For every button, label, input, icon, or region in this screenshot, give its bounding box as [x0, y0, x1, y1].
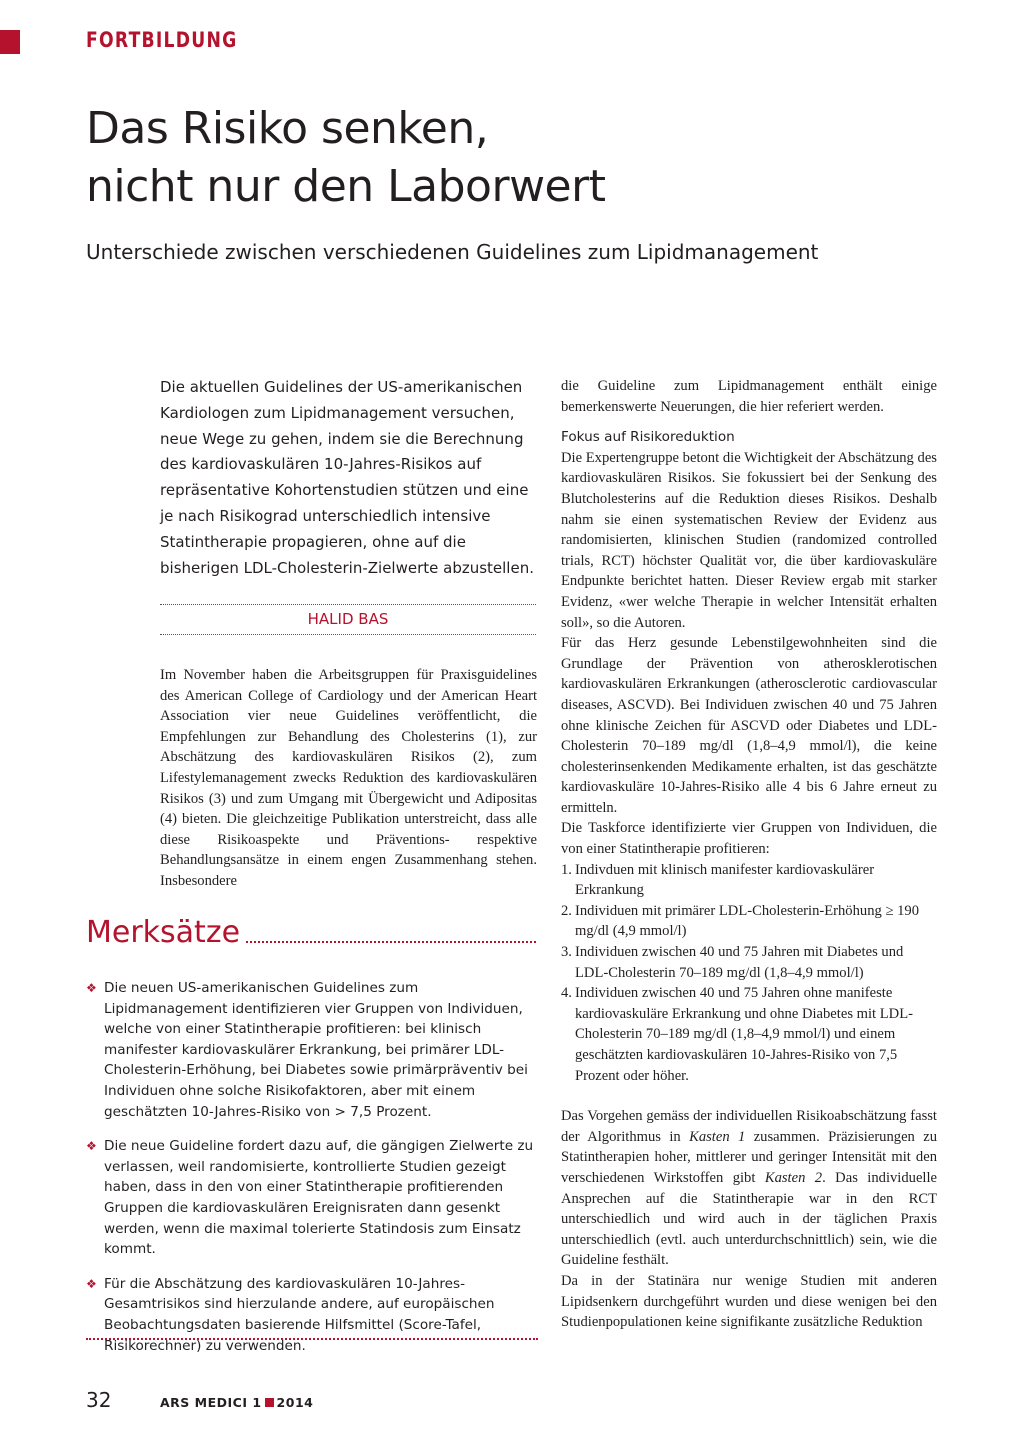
left-body-paragraph: Im November haben die Arbeitsgruppen für Praxisguidelines des American College of Cardiology und der American Heart Association vier neue Guidelines veröffentlicht, die Empfehlungen zur Behandlung des Cholesterins (1), zur Abschätzung des kardiovaskulären Risikos (2), zum Lifestylemanagement zwecks Reduktion des kardiovaskulären Risikos (3) und zum Umgang mit Übergewicht und Adipositas (4) bieten. Die gleichzeitige Publikation unterstreicht, dass alle diese Risikoaspekte und Präventions- respektive Behandlungsansätze in einem engen Zusammenhang stehen. Insbesondere	[160, 667, 537, 889]
kasten-1-ref: Kasten 1	[689, 1128, 746, 1145]
merksaetze-heading-rule	[246, 941, 536, 943]
square-separator-icon	[265, 1398, 274, 1407]
section-marker	[0, 30, 20, 54]
statin-group-item: 4. Individuen zwischen 40 und 75 Jahren ohne manifeste kardiovaskuläre Erkrankung und ohne Diabetes mit LDL-Cholesterin 70–189 mg/dl (1,8–4,9 mmol/l) und einem geschätzten kardiovaskulären 10-Jahres-Risiko von 7,5 Prozent oder höher.	[561, 985, 913, 1084]
merksatz-text: Die neuen US-amerikanischen Guidelines zum Lipidmanagement identifizieren vier Gruppen von Individuen, welche von einer Statintherapie profitieren: bei klinisch manifester kardiovaskulärer Erkrankung, bei primärer LDL-Cholesterin-Erhöhung, bei Diabetes sowie primärpräventiv bei Individuen ohne solche Risikofaktoren, aber mit einem geschätzten 10-Jahres-Risiko von > 7,5 Prozent.	[104, 980, 528, 1120]
diamond-bullet-icon: ❖	[86, 1139, 97, 1154]
right-paragraph-2: Für das Herz gesunde Lebenstilgewohnheiten sind die Grundlage der Prävention von atherosklerotischen kardiovaskulären Erkrankungen (atherosclerotic cardiovascular diseases, ASCVD). Bei Individuen zwischen 40 und 75 Jahren ohne klinische Zeichen für ASCVD oder Diabetes und LDL-Cholesterin 70–189 mg/dl (1,8–4,9 mmol/l), die keine cholesterinsenkenden Medikamente erhalten, ist das geschätzte kardiovaskuläre 10-Jahres-Risiko alle 4 bis 6 Jahre erneut zu ermitteln.	[561, 635, 937, 816]
page-number: 32	[86, 1388, 112, 1412]
subheading-risikoreduktion: Fokus auf Risikoreduktion	[561, 429, 735, 446]
merksatz-text: Für die Abschätzung des kardiovaskulären 10-Jahres-Gesamtrisikos sind hierzulande andere, auf europäischen Beobachtungsdaten basierende Hilfsmittel (Score-Tafel, Risikorechner) zu verwenden.	[104, 1275, 495, 1354]
journal-footer	[160, 1395, 313, 1410]
statin-group-item: 2. Individuen mit primärer LDL-Cholesterin-Erhöhung ≥ 190 mg/dl (4,9 mmol/l)	[561, 902, 919, 940]
section-label: FORTBILDUNG	[86, 28, 238, 52]
right-paragraph-1: Die Expertengruppe betont die Wichtigkeit der Abschätzung des kardiovaskulären Risikos. Sie fokussiert bei der Senkung des Blutcholesterins auf die Reduktion dieses Risikos. Deshalb nahm sie einen systematischen Review der Evidenz aus randomisierten, klinischen Studien (randomized controlled trials, RCT) höchster Qualität vor, die über kardiovaskuläre Endpunkte berichtet hatten. Dieser Review ergab mit starker Evidenz, «wer welche Therapie in welcher Intensität erhalten soll», so die Autoren.	[561, 449, 937, 631]
title-line-2: nicht nur den Laborwert	[86, 161, 606, 212]
right-paragraph-5: Da in der Statinära nur wenige Studien mit anderen Lipidsenkern durchgeführt wurden und diese wenigen bei den Studienpopulationen keine signifikante zusätzliche Reduktion	[561, 1272, 937, 1331]
author-name: HALID BAS	[307, 610, 389, 628]
merksaetze-list	[86, 978, 538, 1370]
diamond-bullet-icon: ❖	[86, 1276, 97, 1291]
right-paragraph-4: Das Vorgehen gemäss der individuellen Risikoabschätzung fasst der Algorithmus in Kasten 1 zusammen. Präzisierungen zu Statintherapien hoher, mittlerer und geringer Intensität mit den verschiedenen Wirkstoffen gibt Kasten 2. Das individuelle Ansprechen auf die Statintherapie war in den RCT unterschiedlich und wird auch in der täglichen Praxis unterschiedlich (evtl. auch unterdurchschnittlich) sein, wie die Guideline festhält.	[561, 1108, 938, 1269]
journal-name: ARS MEDICI 1	[160, 1395, 262, 1410]
diamond-bullet-icon: ❖	[86, 981, 97, 995]
author-divider-top	[160, 604, 536, 605]
kasten-2-ref: Kasten 2	[764, 1169, 823, 1186]
merksaetze-bottom-rule	[86, 1338, 538, 1340]
lead-paragraph: Die aktuellen Guidelines der US-amerikanischen Kardiologen zum Lipidmanagement versuchen, neue Wege zu gehen, indem sie die Berechnung des kardiovaskulären 10-Jahres-Risikos auf repräsentative Kohortenstudien stützen und eine je nach Risikograd unterschiedlich intensive Statintherapie propagieren, ohne auf die bisherigen LDL-Cholesterin-Zielwerte abzustellen.	[160, 378, 534, 577]
statin-group-item: 1. Indivduen mit klinisch manifester kardiovaskulärer Erkrankung	[561, 861, 875, 899]
right-column-body	[561, 376, 937, 1333]
title-line-1: Das Risiko senken,	[86, 103, 489, 154]
merksatz-item	[86, 978, 538, 1122]
merksatz-item	[86, 1274, 538, 1356]
right-intro-paragraph: die Guideline zum Lipidmanagement enthält einige bemerkenswerte Neuerungen, die hier referiert werden.	[561, 378, 937, 415]
merksatz-text: Die neue Guideline fordert dazu auf, die gängigen Zielwerte zu verlassen, weil randomisierte, kontrollierte Studien gezeigt haben, dass in den von einer Statintherapie profitierenden Gruppen die kardiovaskulären Ereignisraten dann gesenkt werden, wenn die maximal tolerierte Statindosis zum Einsatz kommt.	[104, 1138, 534, 1258]
statin-groups-list	[561, 860, 937, 1087]
right-paragraph-3: Die Taskforce identifizierte vier Gruppen von Individuen, die von einer Statintherapie profitieren:	[561, 820, 937, 858]
article-title	[86, 100, 605, 216]
article-subtitle: Unterschiede zwischen verschiedenen Guidelines zum Lipidmanagement	[86, 240, 819, 264]
statin-group-item: 3. Individuen zwischen 40 und 75 Jahren mit Diabetes und LDL-Cholesterin 70–189 mg/dl (1,8–4,9 mmol/l)	[561, 944, 904, 981]
journal-year: 2014	[276, 1395, 314, 1410]
author-divider-bottom	[160, 634, 536, 635]
left-column-body	[160, 665, 537, 892]
merksatz-item	[86, 1136, 538, 1260]
merksaetze-heading: Merksätze	[86, 915, 241, 950]
